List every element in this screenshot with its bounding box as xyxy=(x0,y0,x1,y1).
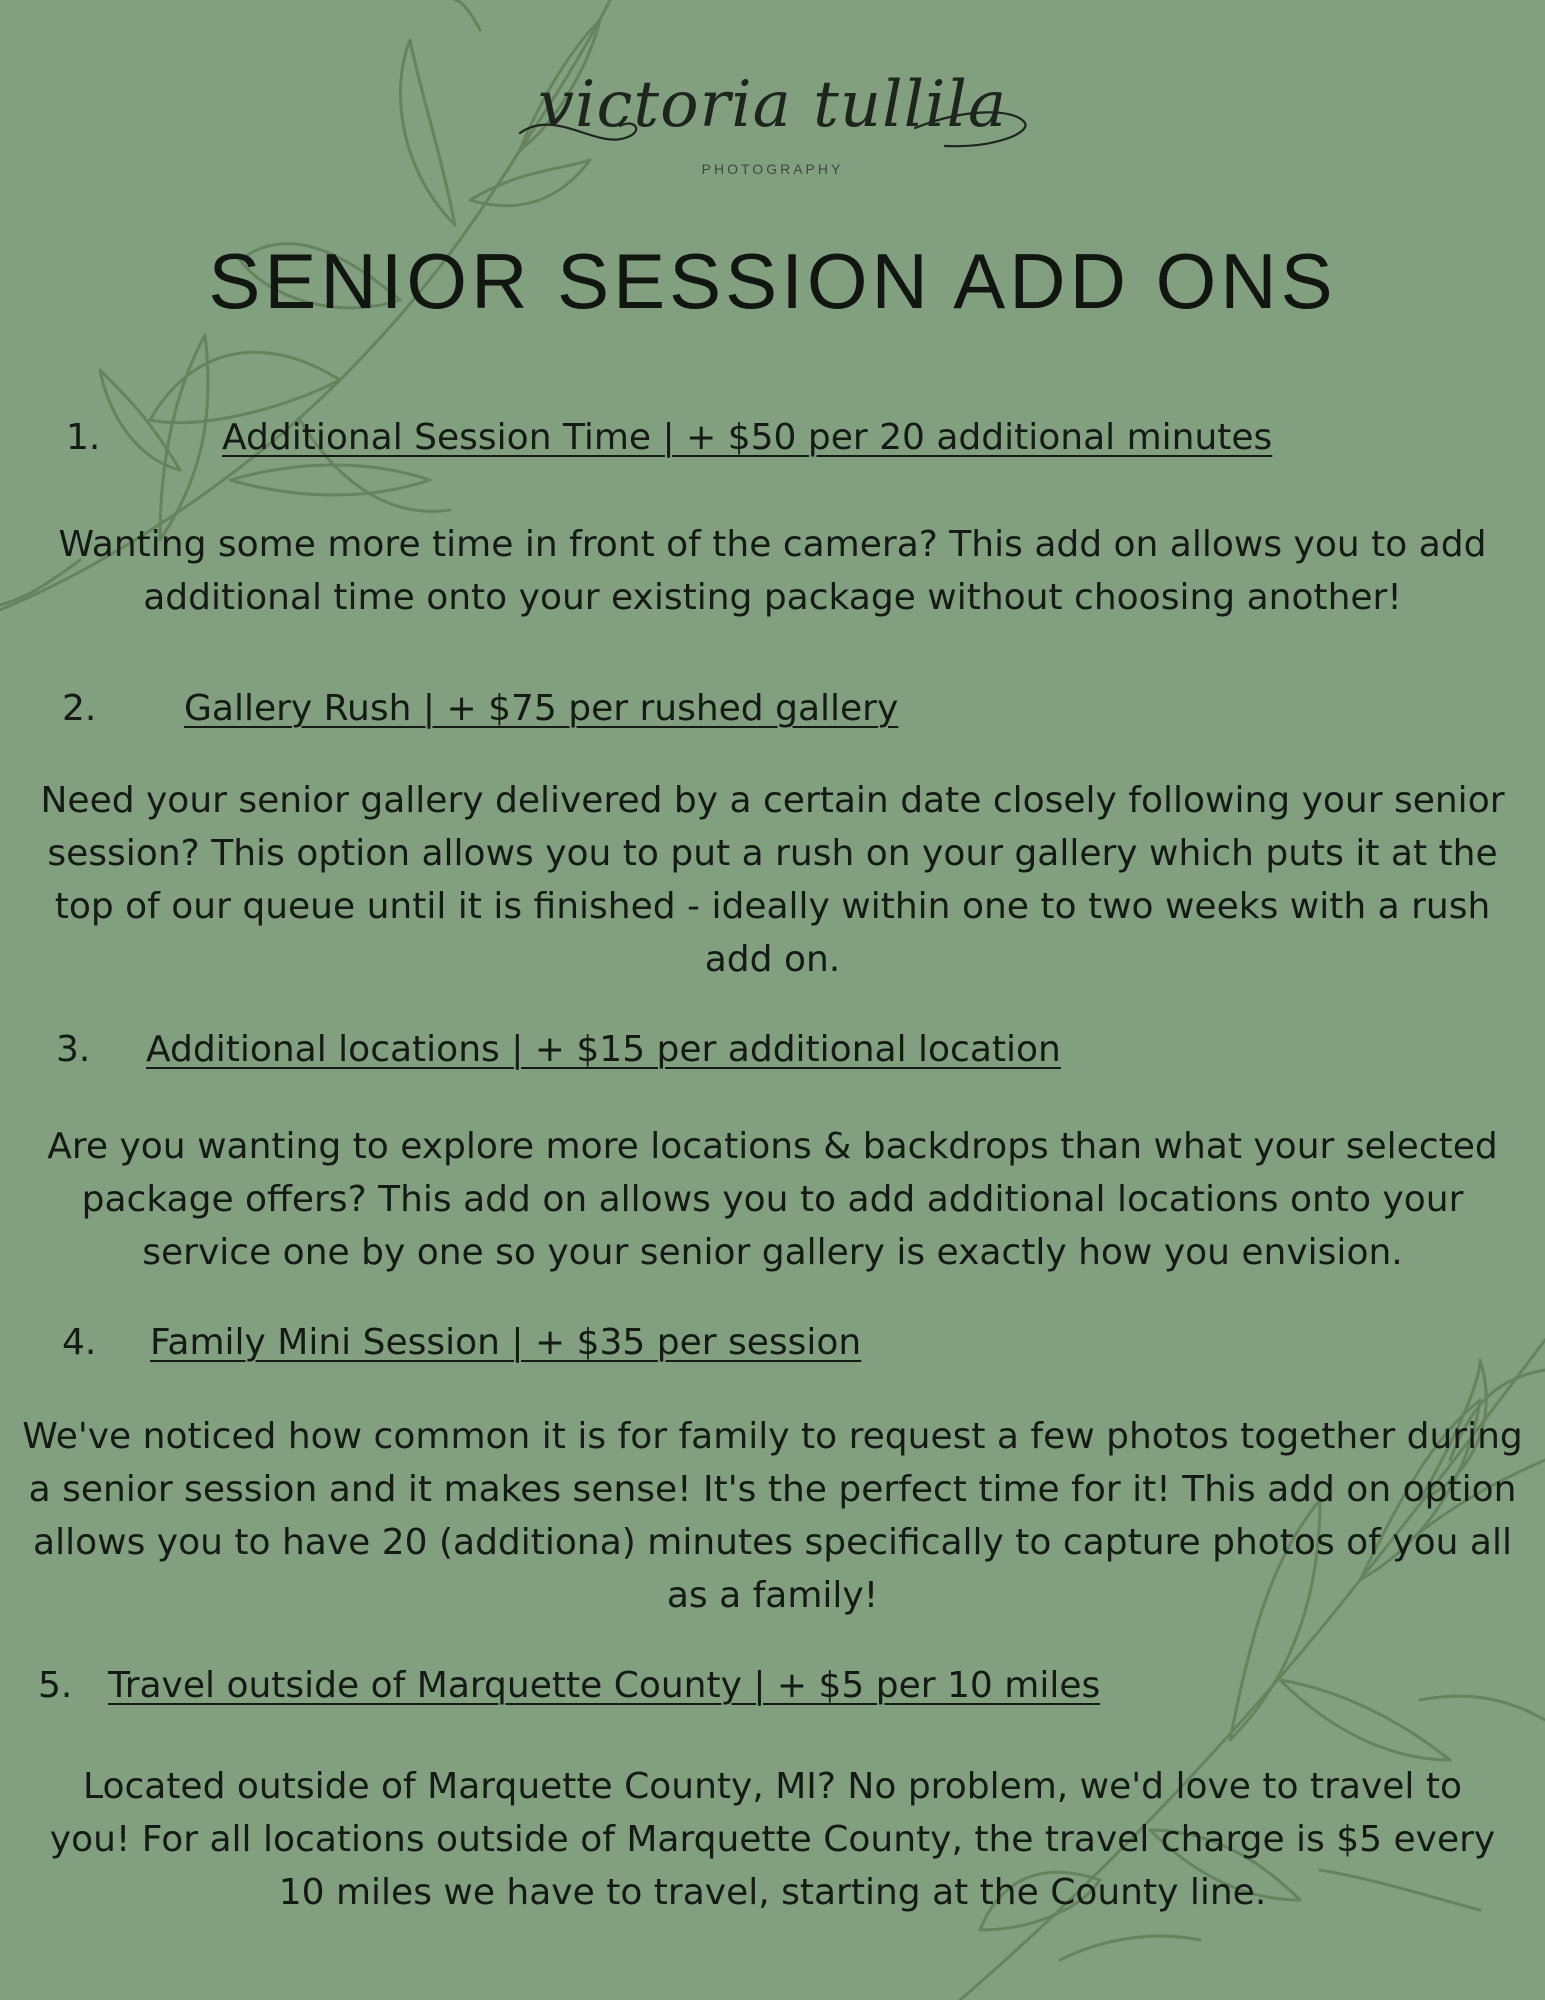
addon-title: Additional Session Time | + $50 per 20 additional minutes xyxy=(222,417,1273,458)
brand-name: victoria tullila xyxy=(537,68,1008,142)
addon-description-2: Need your senior gallery delivered by a certain date closely following your senior session? This option allows you to put a rush on your gallery which puts it at the top of our queue until it is finished - ideally within one to two weeks with a rush add on. xyxy=(40,780,1505,980)
addon-description-3: Are you wanting to explore more locations & backdrops than what your selected package offers? This add on allows you to add additional locations onto your service one by one so your senior gallery is exactly how you envision. xyxy=(47,1126,1498,1273)
addon-description-4: We've noticed how common it is for family to request a few photos together during a senior session and it makes sense! It's the perfect time for it! This add on option allows you to have 20 (additiona) minutes specifically to capture photos of you all as a family! xyxy=(22,1416,1523,1616)
addon-title: Additional locations | + $15 per additional location xyxy=(146,1029,1061,1070)
addon-title: Travel outside of Marquette County | + $5 per 10 miles xyxy=(108,1665,1101,1706)
addon-description-5: Located outside of Marquette County, MI? No problem, we'd love to travel to you! For all locations outside of Marquette County, the travel charge is $5 every 10 miles we have to travel, starting at the County line. xyxy=(49,1766,1496,1913)
page-title: SENIOR SESSION ADD ONS xyxy=(208,237,1337,325)
addon-description-1: Wanting some more time in front of the camera? This add on allows you to add additional time onto your existing package without choosing another! xyxy=(58,524,1487,618)
addon-number: 4. xyxy=(62,1322,97,1363)
addon-number: 5. xyxy=(38,1665,73,1706)
brand-subtitle: PHOTOGRAPHY xyxy=(701,161,844,177)
addon-number: 2. xyxy=(62,688,97,729)
addon-number: 3. xyxy=(56,1029,91,1070)
addon-title: Family Mini Session | + $35 per session xyxy=(150,1322,862,1363)
brand-logo xyxy=(0,30,1545,190)
addon-title: Gallery Rush | + $75 per rushed gallery xyxy=(184,688,899,729)
addon-number: 1. xyxy=(66,417,101,458)
